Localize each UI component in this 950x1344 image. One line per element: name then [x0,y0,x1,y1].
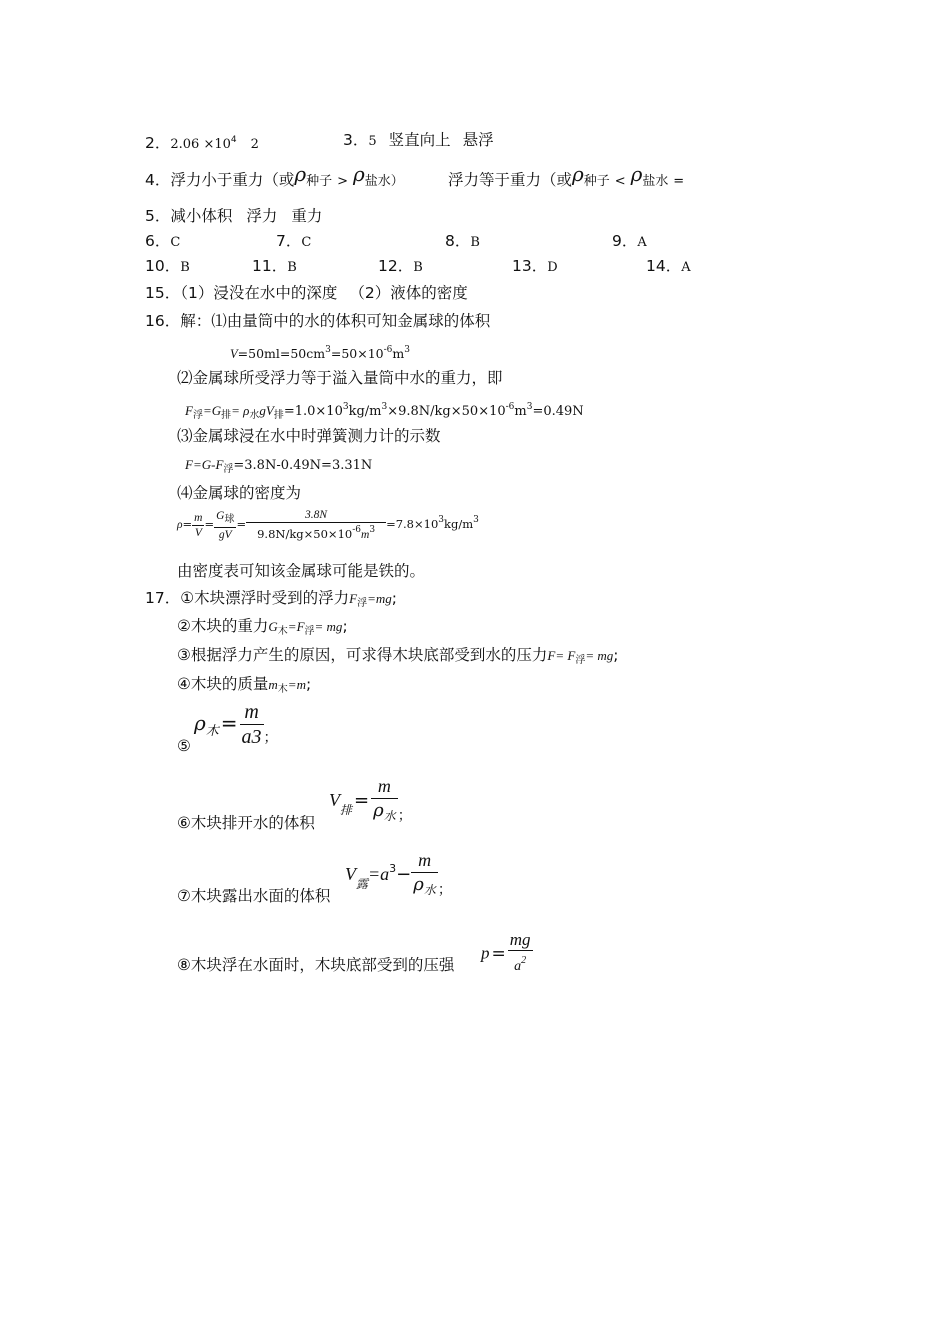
q17-step7-label: ⑦木块露出水面的体积 [177,887,331,905]
answer-q15: 15．（1）浸没在水中的深度 （2）液体的密度 [145,284,468,302]
mc-answer: 8．B [445,232,480,250]
q17-step8-label: ⑧木块浮在水面时，木块底部受到的压强 [177,956,455,974]
q16-formula-density: ρ= $\frac{m}{V}$ = $\frac{\text{G球}}{gV}$ = $\frac{3.8N}{9.8N/kg\times 50\times 10^{-6}m^3}$ $=7.8\times 10^3kg/m^3$ [177,509,479,541]
answer-q3: 3．5 竖直向上 悬浮 [343,131,494,149]
mc-answer: 7．C [276,232,312,250]
q16-formula-reading: $F=G-F_浮=3.8N-0.49N=3.31N$ [185,457,373,475]
mc-answer: 6．C [145,232,181,250]
mc-answer: 9．A [612,232,647,250]
q16-step4: ⑷金属球的密度为 [177,484,302,502]
answer-q5: 5．减小体积 浮力 重力 [145,207,323,225]
answer-q16-intro: 16．解：⑴由量筒中的水的体积可知金属球的体积 [145,312,491,330]
q17-step7-formula: $V_露=a^3-$ $\frac{m}{\rho_水}$ $_;$ [345,850,452,898]
q17-step6-formula: $V_排$ = $\frac{m}{\rho_水}$ $_;$ [329,776,412,824]
q16-conclusion: 由密度表可知该金属球可能是铁的。 [177,562,426,580]
q16-formula-volume: $V=50ml=50cm^3=50\times 10^{-6}m^3$ [230,345,410,361]
mc-answer: 13．D [512,257,558,275]
q17-step5-formula: $\rho_木$ = $\frac{m}{a3}$ $_;$ [194,701,278,748]
q16-step2: ⑵金属球所受浮力等于溢入量筒中水的重力，即 [177,369,503,387]
q17-step3: ③根据浮力产生的原因，可求得木块底部受到水的压力$F= F_浮=$ mg; [177,646,619,666]
mc-answer: 10．B [145,257,190,275]
q16-step3: ⑶金属球浸在水中时弹簧测力计的示数 [177,427,441,445]
answer-q4-part1: 4．浮力小于重力（或ρ种子 > ρ盐水） [145,162,404,189]
q17-step1: 17．①木块漂浮时受到的浮力$F_浮=mg$; [145,589,397,609]
mc-answer: 14．A [646,257,691,275]
q16-formula-buoyancy: $F_浮=G_排= \rho_水gV_排=1.0\times 10^3kg/m^3\times 9.8N/kg\times 50\times 10^{-6}m^3=0.49N$ [185,402,584,421]
q17-step6-label: ⑥木块排开水的体积 [177,814,315,832]
mc-answer: 11．B [252,257,297,275]
answer-q4-part2: 浮力等于重力（或ρ种子 < ρ盐水 = [448,162,685,189]
q17-step5-label: ⑤ [177,737,191,755]
q17-step2: ②木块的重力$G_木=F_浮=$ mg; [177,617,348,637]
q17-step8-formula: p = $\frac{mg}{a^2}$ [481,930,531,974]
mc-answer: 12．B [378,257,423,275]
q17-step4: ④木块的质量$m_木=m$; [177,675,312,695]
answer-q2: 2．$2.06 \times 10^4$ 2 [145,134,259,152]
